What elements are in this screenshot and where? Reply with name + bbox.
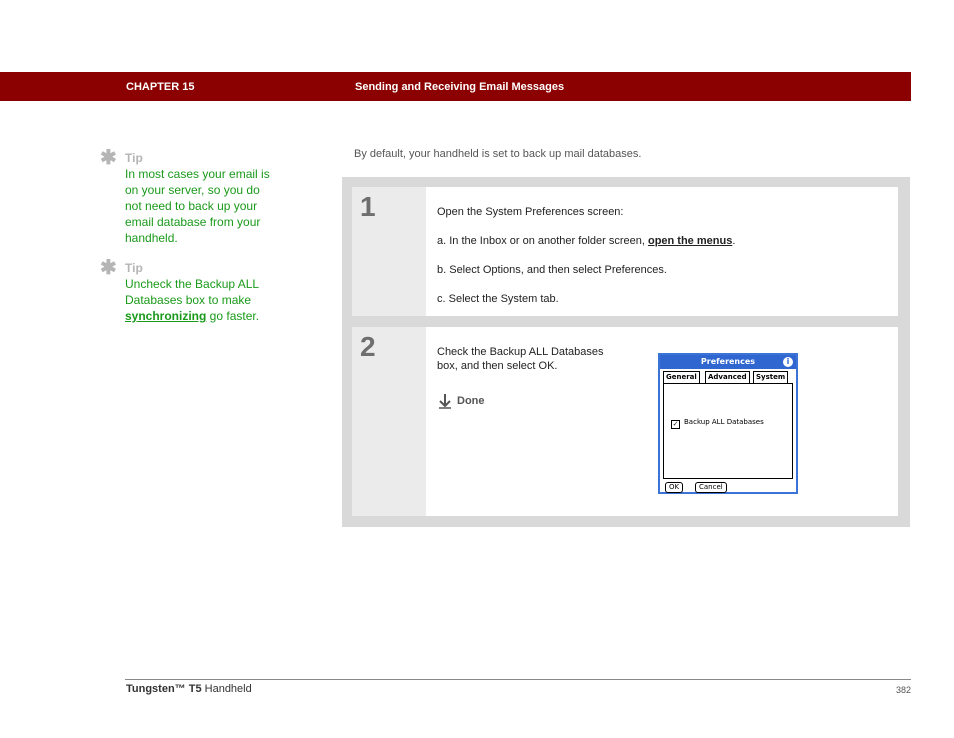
done-marker (437, 393, 485, 409)
tip-2 (100, 257, 280, 330)
step-2 (352, 327, 898, 516)
tab-advanced: Advanced (705, 371, 750, 384)
done-label: Done (457, 394, 485, 407)
tip-body-text-end: go faster. (206, 309, 260, 323)
step-text-line-2: box, and then select OK. (437, 360, 558, 372)
tip-heading: Tip (125, 151, 143, 165)
product-name: Tungsten™ T5 (126, 683, 202, 695)
open-the-menus-link[interactable]: open the menus (647, 235, 733, 247)
chapter-number: CHAPTER 15 (126, 81, 195, 93)
preferences-tabs (663, 371, 793, 383)
tip-1 (100, 147, 280, 250)
step-number: 1 (360, 191, 376, 222)
chapter-title: Sending and Receiving Email Messages (355, 81, 565, 93)
substep-c: c. Select the System tab. (437, 293, 559, 305)
system-panel (663, 383, 793, 479)
substep-a-end: . (732, 235, 736, 247)
substep-a (437, 235, 735, 247)
step-number: 2 (360, 331, 376, 362)
substep-a-text: a. In the Inbox or on another folder screen, (437, 235, 648, 247)
substep-b: b. Select Options, and then select Preferences. (437, 264, 667, 276)
step-1 (352, 187, 898, 316)
step-number-column (352, 187, 426, 316)
preferences-title: Preferences (660, 355, 796, 369)
ok-button: OK (665, 482, 683, 493)
tab-system: System (753, 371, 788, 384)
tip-heading: Tip (125, 261, 143, 275)
footer-product (126, 683, 252, 695)
asterisk-icon: ✱ (100, 147, 117, 169)
tip-body: In most cases your email is on your server, so you do not need to back up your email database from your handheld. (125, 167, 270, 245)
tip-body (125, 276, 273, 324)
page-number: 382 (895, 685, 911, 695)
tab-general: General (663, 371, 700, 384)
info-icon: i (783, 357, 793, 367)
asterisk-icon: ✱ (100, 257, 117, 279)
down-arrow-icon (437, 393, 453, 409)
backup-checkbox: ✓ (672, 420, 679, 428)
synchronizing-link[interactable]: synchronizing (125, 309, 207, 323)
preferences-screenshot (658, 353, 798, 494)
step-lead: Open the System Preferences screen: (437, 206, 624, 218)
backup-checkbox-label: Backup ALL Databases (684, 418, 764, 426)
cancel-button: Cancel (695, 482, 727, 493)
footer-rule (125, 679, 911, 680)
step-number-column (352, 327, 426, 516)
tip-body-text: Uncheck the Backup ALL Databases box to make (125, 277, 259, 307)
step-text-line-1: Check the Backup ALL Databases (437, 346, 604, 358)
product-suffix: Handheld (201, 683, 252, 695)
intro-text: By default, your handheld is set to back up mail databases. (354, 148, 642, 160)
